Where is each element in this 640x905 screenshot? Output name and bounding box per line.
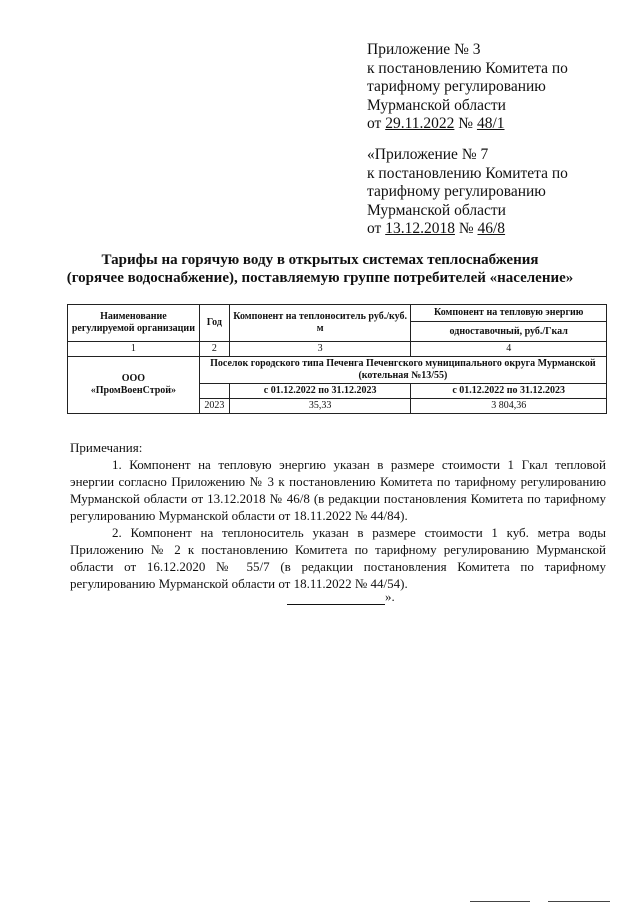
note-item: 2. Компонент на теплоноситель указан в размере стоимости 1 куб. метра воды Приложению № 2 к постановлению Комитета по тарифному регулированию Мурманской области от 16.12.2020 № 55/7 (в редакции постановления Комитета по тарифному регулированию Мурманской области от 18.11.2022 № 44/54). xyxy=(70,525,606,591)
date-prefix: от xyxy=(367,220,382,237)
carrier-value: 35,33 xyxy=(229,399,411,414)
period-cell: с 01.12.2022 по 31.12.2023 xyxy=(229,384,411,399)
original-appendix-header xyxy=(367,146,617,239)
org-name-line: ООО xyxy=(121,373,146,384)
org-name-line: «ПромВоенСтрой» xyxy=(90,385,177,396)
number-sign: № xyxy=(458,115,474,132)
appendix-header-date-line xyxy=(367,115,617,134)
number-sign: № xyxy=(458,220,474,237)
resolution-number: 48/1 xyxy=(476,115,505,132)
document-title xyxy=(20,251,620,287)
title-line: (горячее водоснабжение), поставляемую группе потребителей «население» xyxy=(66,270,574,286)
closing-mark xyxy=(287,589,395,605)
resolution-number: 46/8 xyxy=(477,220,506,237)
header-energy-sub: одноставочный, руб./Гкал xyxy=(411,322,607,342)
note-item: 1. Компонент на тепловую энергию указан в размере стоимости 1 Гкал тепловой энергии согласно Приложению № 3 к постановлению Комитета по тарифному регулированию Мурманской области от 13.12.2018 № 46/8 (в редакции постановления Комитета по тарифному регулированию Мурманской области от 18.11.2022 № 44/84). xyxy=(70,457,606,523)
period-cell: с 01.12.2022 по 31.12.2023 xyxy=(411,384,607,399)
empty-cell xyxy=(199,384,229,399)
appendix-header-date-line xyxy=(367,220,617,239)
resolution-date: 13.12.2018 xyxy=(385,220,455,237)
title-line: Тарифы на горячую воду в открытых системах теплоснабжения xyxy=(101,252,539,268)
page-edge-mark xyxy=(470,901,530,902)
appendix-header-line: тарифному регулированию xyxy=(367,183,546,200)
appendix-header-line: Мурманской области xyxy=(367,201,506,219)
tariff-table xyxy=(67,304,607,414)
location-cell: Поселок городского типа Печенга Печенгского муниципального округа Мурманской (котельная №13/55) xyxy=(199,357,606,384)
column-number: 1 xyxy=(68,342,200,357)
year-cell: 2023 xyxy=(199,399,229,414)
header-energy: Компонент на тепловую энергию xyxy=(411,305,607,322)
appendix-header-line: к постановлению Комитета по xyxy=(367,164,568,182)
appendix-header-line: Мурманской области xyxy=(367,96,506,114)
appendix-header-line: «Приложение № 7 xyxy=(367,146,489,163)
header-year: Год xyxy=(199,305,229,342)
page-edge-mark xyxy=(548,901,610,902)
column-number: 2 xyxy=(199,342,229,357)
column-number: 3 xyxy=(229,342,411,357)
header-org: Наименование регулируемой организации xyxy=(68,305,200,342)
notes-heading: Примечания: xyxy=(70,440,143,455)
appendix-header-line: к постановлению Комитета по xyxy=(367,59,568,77)
notes-section xyxy=(70,439,606,592)
column-number: 4 xyxy=(411,342,607,357)
closing-quote: ». xyxy=(385,589,395,604)
appendix-header xyxy=(367,41,617,134)
organization-name xyxy=(68,357,200,414)
resolution-date: 29.11.2022 xyxy=(385,115,455,132)
header-carrier: Компонент на теплоноситель руб./куб. м xyxy=(229,305,411,342)
energy-value: 3 804,36 xyxy=(411,399,607,414)
appendix-header-line: тарифному регулированию xyxy=(367,78,546,95)
signature-line xyxy=(287,594,385,605)
date-prefix: от xyxy=(367,115,382,132)
appendix-header-line: Приложение № 3 xyxy=(367,41,481,58)
